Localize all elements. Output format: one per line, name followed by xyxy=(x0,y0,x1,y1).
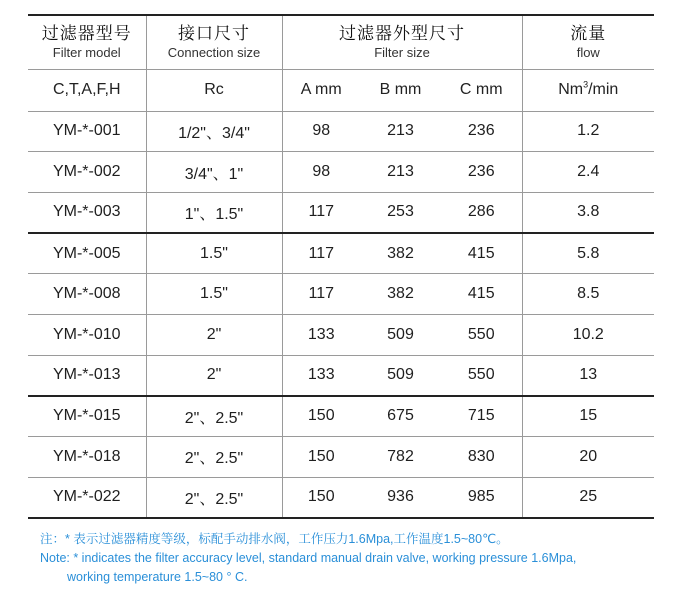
header-filter-size-cn: 过滤器外型尺寸 xyxy=(339,23,465,43)
cell-c: 415 xyxy=(441,233,522,274)
cell-a: 117 xyxy=(282,274,360,315)
cell-a: 133 xyxy=(282,355,360,396)
cell-model: YM-*-001 xyxy=(28,111,146,152)
header-flow-cn: 流量 xyxy=(570,23,607,43)
table-row xyxy=(28,274,654,315)
unit-flow-tail: /min xyxy=(588,81,619,98)
unit-c: C mm xyxy=(441,69,522,111)
table-row xyxy=(28,192,654,233)
table-row xyxy=(28,233,654,274)
cell-flow: 3.8 xyxy=(522,192,654,233)
cell-model: YM-*-018 xyxy=(28,437,146,478)
cell-connection: 1.5" xyxy=(146,233,282,274)
note-en-line1: Note: * indicates the filter accuracy level, standard manual drain valve, working pressure 1.6Mpa, xyxy=(40,551,577,565)
cell-connection: 2" xyxy=(146,355,282,396)
cell-flow: 15 xyxy=(522,396,654,437)
header-flow-en: flow xyxy=(576,44,600,60)
cell-b: 782 xyxy=(360,437,441,478)
cell-a: 98 xyxy=(282,152,360,193)
cell-a: 133 xyxy=(282,314,360,355)
cell-model: YM-*-015 xyxy=(28,396,146,437)
header-flow xyxy=(522,15,654,69)
cell-model: YM-*-003 xyxy=(28,192,146,233)
cell-a: 150 xyxy=(282,477,360,518)
cell-flow: 8.5 xyxy=(522,274,654,315)
cell-b: 509 xyxy=(360,355,441,396)
unit-model: C,T,A,F,H xyxy=(28,69,146,111)
cell-c: 286 xyxy=(441,192,522,233)
cell-c: 550 xyxy=(441,314,522,355)
cell-b: 936 xyxy=(360,477,441,518)
cell-connection: 2"、2.5" xyxy=(146,396,282,437)
header-filter-size xyxy=(282,15,522,69)
cell-model: YM-*-008 xyxy=(28,274,146,315)
header-row xyxy=(28,15,654,69)
cell-c: 415 xyxy=(441,274,522,315)
cell-a: 150 xyxy=(282,396,360,437)
header-filter-model xyxy=(28,15,146,69)
table-row xyxy=(28,396,654,437)
cell-model: YM-*-010 xyxy=(28,314,146,355)
cell-model: YM-*-013 xyxy=(28,355,146,396)
unit-connection: Rc xyxy=(146,69,282,111)
cell-b: 509 xyxy=(360,314,441,355)
cell-flow: 5.8 xyxy=(522,233,654,274)
header-filter-size-en: Filter size xyxy=(374,44,430,60)
table-row xyxy=(28,111,654,152)
cell-flow: 10.2 xyxy=(522,314,654,355)
cell-b: 675 xyxy=(360,396,441,437)
cell-c: 236 xyxy=(441,111,522,152)
header-connection-size xyxy=(146,15,282,69)
cell-flow: 1.2 xyxy=(522,111,654,152)
cell-model: YM-*-022 xyxy=(28,477,146,518)
unit-flow-base: Nm xyxy=(558,81,584,98)
cell-connection: 1.5" xyxy=(146,274,282,315)
cell-c: 830 xyxy=(441,437,522,478)
cell-a: 98 xyxy=(282,111,360,152)
cell-b: 253 xyxy=(360,192,441,233)
cell-connection: 2"、2.5" xyxy=(146,477,282,518)
notes xyxy=(40,530,680,587)
cell-b: 382 xyxy=(360,233,441,274)
cell-a: 117 xyxy=(282,192,360,233)
cell-connection: 2"、2.5" xyxy=(146,437,282,478)
cell-b: 382 xyxy=(360,274,441,315)
cell-b: 213 xyxy=(360,111,441,152)
note-en-line2: working temperature 1.5~80 ° C. xyxy=(67,570,248,584)
cell-flow: 25 xyxy=(522,477,654,518)
table-row xyxy=(28,437,654,478)
table-row xyxy=(28,477,654,518)
cell-model: YM-*-002 xyxy=(28,152,146,193)
header-connection-en: Connection size xyxy=(167,44,261,60)
table-row xyxy=(28,314,654,355)
cell-b: 213 xyxy=(360,152,441,193)
cell-a: 117 xyxy=(282,233,360,274)
cell-c: 236 xyxy=(441,152,522,193)
unit-flow-sup: 3 xyxy=(583,79,589,90)
unit-b: B mm xyxy=(360,69,441,111)
cell-flow: 20 xyxy=(522,437,654,478)
cell-c: 550 xyxy=(441,355,522,396)
header-connection-cn: 接口尺寸 xyxy=(178,23,250,43)
table-row xyxy=(28,152,654,193)
cell-connection: 3/4"、1" xyxy=(146,152,282,193)
cell-flow: 13 xyxy=(522,355,654,396)
header-model-en: Filter model xyxy=(52,44,121,60)
header-model-cn: 过滤器型号 xyxy=(41,23,132,43)
cell-c: 715 xyxy=(441,396,522,437)
cell-a: 150 xyxy=(282,437,360,478)
cell-connection: 1"、1.5" xyxy=(146,192,282,233)
cell-flow: 2.4 xyxy=(522,152,654,193)
table-row xyxy=(28,355,654,396)
cell-model: YM-*-005 xyxy=(28,233,146,274)
filter-spec-table xyxy=(28,14,654,519)
unit-flow xyxy=(522,69,654,111)
note-cn: 注：* 表示过滤器精度等级，标配手动排水阀，工作压力1.6Mpa,工作温度1.5~80℃。 xyxy=(40,532,509,546)
cell-c: 985 xyxy=(441,477,522,518)
cell-connection: 2" xyxy=(146,314,282,355)
unit-row xyxy=(28,69,654,111)
unit-a: A mm xyxy=(282,69,360,111)
cell-connection: 1/2"、3/4" xyxy=(146,111,282,152)
